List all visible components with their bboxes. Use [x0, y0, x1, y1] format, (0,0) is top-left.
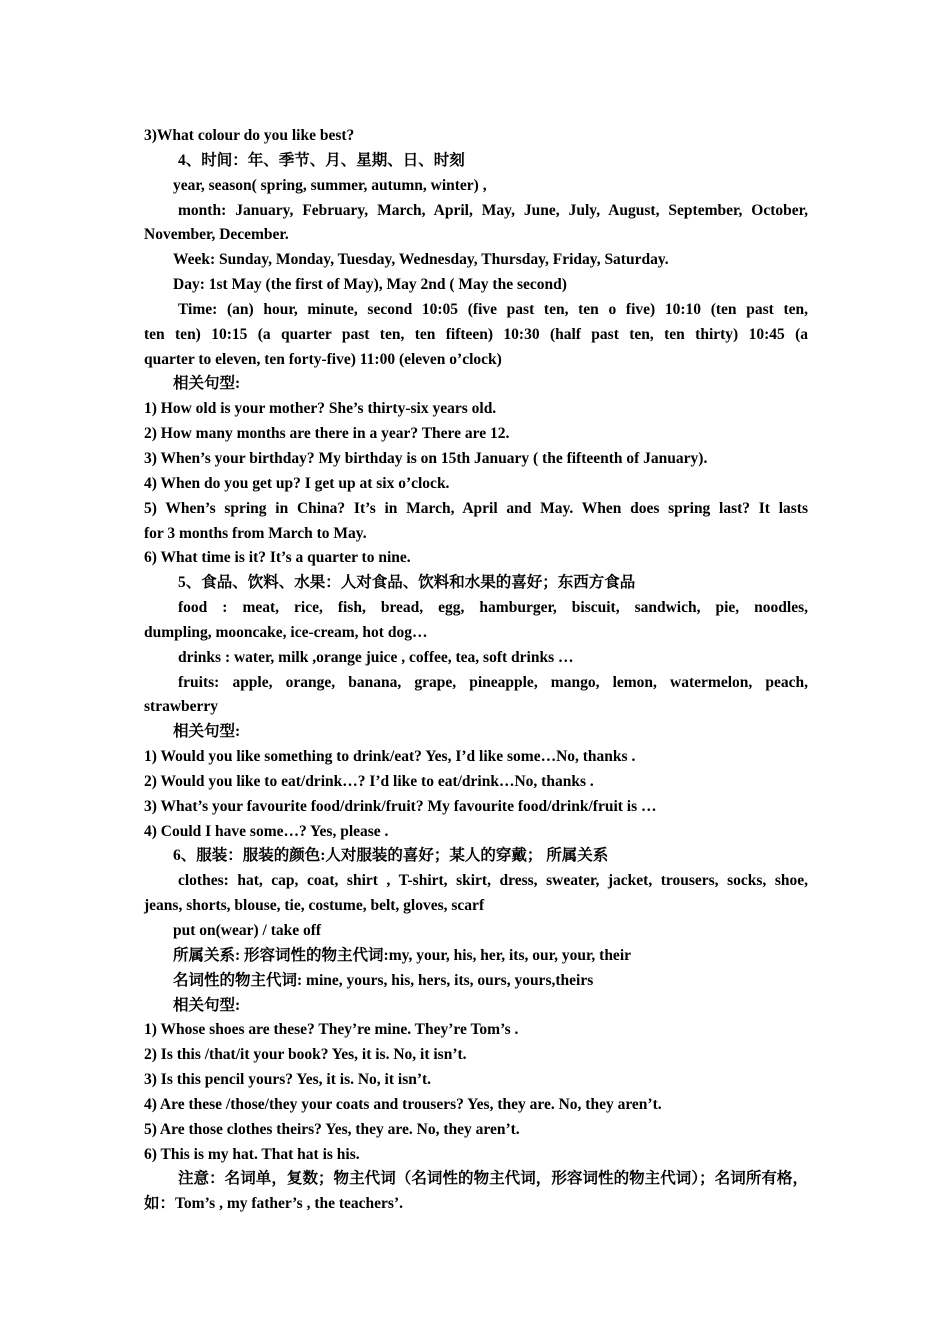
text-line: 6、服装：服装的颜色:人对服装的喜好；某人的穿戴； 所属关系 [173, 847, 609, 865]
text-line: fruits: apple, orange, banana, grape, pineapple, mango, lemon, watermelon, peach, [178, 673, 808, 691]
text-line: drinks : water, milk ,orange juice , coffee, tea, soft drinks … [178, 648, 574, 666]
text-line: 如：Tom’s , my father’s , the teachers’. [144, 1195, 403, 1213]
text-line: 5) Are those clothes theirs? Yes, they are. No, they aren’t. [144, 1120, 520, 1138]
text-line: 5) When’s spring in China? It’s in March, April and May. When does spring last? It lasts [144, 499, 808, 517]
text-line: 3) When’s your birthday? My birthday is on 15th January ( the fifteenth of January). [144, 449, 708, 467]
text-line: 2) How many months are there in a year? There are 12. [144, 425, 510, 443]
text-line: November, December. [144, 226, 289, 244]
text-line: put on(wear) / take off [173, 922, 322, 939]
text-line: 2) Would you like to eat/drink…? I’d like to eat/drink…No, thanks . [144, 772, 594, 790]
text-line: dumpling, mooncake, ice-cream, hot dog… [144, 623, 428, 641]
text-line: 5、食品、饮料、水果：人对食品、饮料和水果的喜好；东西方食品 [178, 574, 636, 592]
text-line: Week: Sunday, Monday, Tuesday, Wednesday, Thursday, Friday, Saturday. [173, 251, 669, 269]
text-line: month: January, February, March, April, May, June, July, August, September, October, [178, 201, 808, 219]
text-line: 3)What colour do you like best? [144, 127, 355, 144]
text-line: 6) This is my hat. That hat is his. [144, 1145, 360, 1163]
text-line: 4) Are these /those/they your coats and trousers? Yes, they are. No, they aren’t. [144, 1095, 662, 1113]
text-line: quarter to eleven, ten forty-five) 11:00 (eleven o’clock) [144, 350, 502, 368]
text-line: food : meat, rice, fish, bread, egg, hamburger, biscuit, sandwich, pie, noodles, [178, 599, 808, 617]
text-line: Day: 1st May (the first of May), May 2nd ( May the second) [173, 276, 567, 294]
text-line: 1) Whose shoes are these? They’re mine. They’re Tom’s . [144, 1021, 519, 1039]
text-line: for 3 months from March to May. [144, 524, 367, 542]
text-line: strawberry [144, 698, 219, 716]
text-line: clothes: hat, cap, coat, shirt , T-shirt, skirt, dress, sweater, jacket, trousers, socks, shoe, [178, 872, 808, 890]
document-page [144, 124, 808, 1217]
text-line: 4) When do you get up? I get up at six o’clock. [144, 474, 450, 492]
text-line: 1) How old is your mother? She’s thirty-six years old. [144, 400, 497, 418]
text-line: year, season( spring, summer, autumn, winter) , [173, 176, 487, 194]
text-line: 4) Could I have some…? Yes, please . [144, 822, 389, 840]
text-line: ten ten) 10:15 (a quarter past ten, ten fifteen) 10:30 (half past ten, ten thirty) 10:45 (a [144, 325, 808, 343]
text-line: 3) What’s your favourite food/drink/fruit? My favourite food/drink/fruit is … [144, 797, 657, 815]
text-line: 2) Is this /that/it your book? Yes, it is. No, it isn’t. [144, 1046, 467, 1064]
text-line: 注意：名词单，复数；物主代词（名词性的物主代词，形容词性的物主代词）；名词所有格， [178, 1170, 808, 1188]
text-line: 名词性的物主代词: mine, yours, his, hers, its, ours, yours,theirs [173, 971, 594, 989]
text-line: 3) Is this pencil yours? Yes, it is. No, it isn’t. [144, 1071, 432, 1089]
text-line: 6) What time is it? It’s a quarter to nine. [144, 549, 411, 567]
text-line: 所属关系: 形容词性的物主代词:my, your, his, her, its, our, your, their [173, 946, 632, 964]
text-line: 相关句型: [173, 375, 241, 393]
text-line: Time: (an) hour, minute, second 10:05 (five past ten, ten o five) 10:10 (ten past ten, [178, 300, 808, 318]
text-line: 4、时间：年、季节、月、星期、日、时刻 [178, 151, 465, 169]
text-line: 相关句型: [173, 996, 241, 1014]
text-line: 相关句型: [173, 723, 241, 741]
text-line: 1) Would you like something to drink/eat? Yes, I’d like some…No, thanks . [144, 748, 636, 766]
text-line: jeans, shorts, blouse, tie, costume, belt, gloves, scarf [144, 897, 485, 915]
